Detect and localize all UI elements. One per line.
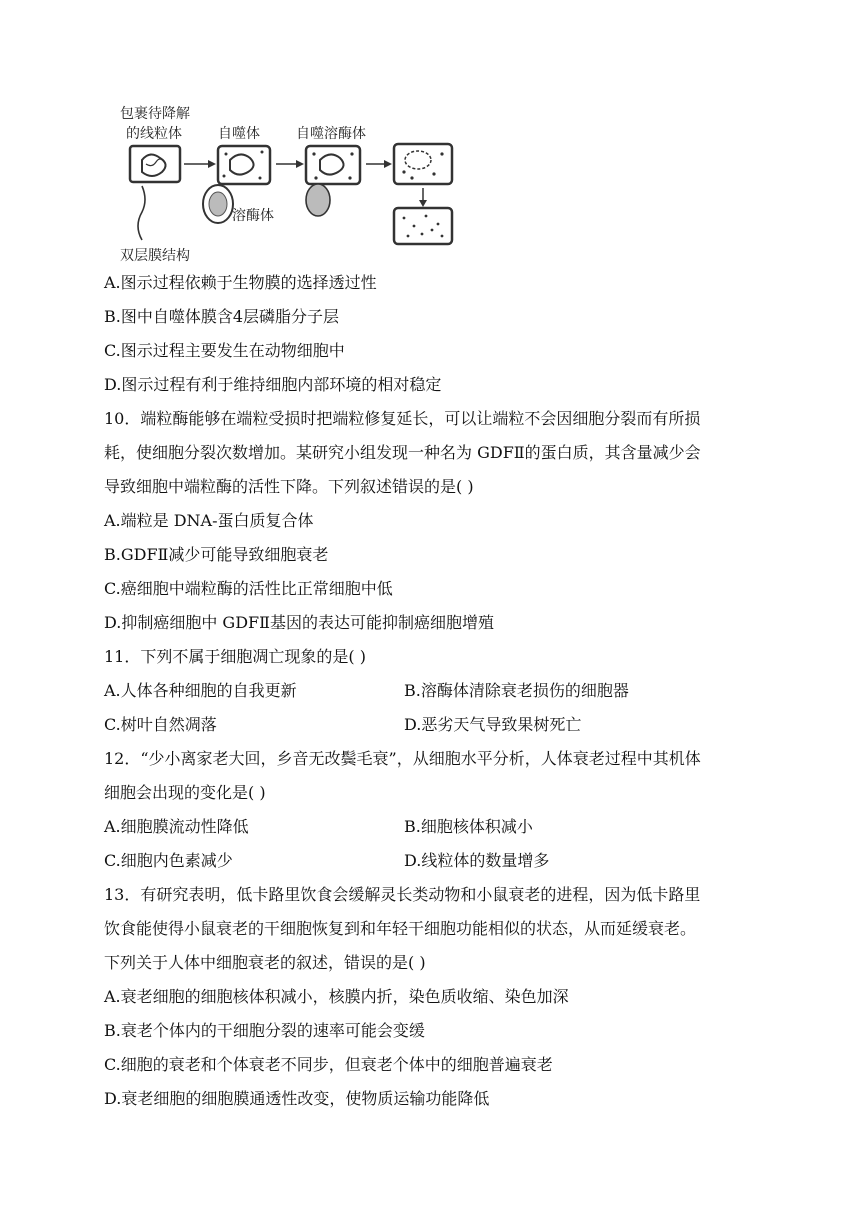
q13-option-d: D.衰老细胞的细胞膜通透性改变，使物质运输功能降低 (104, 1089, 490, 1108)
q13-stem-line2: 饮食能使得小鼠衰老的干细胞恢复到和年轻干细胞功能相似的状态，从而延缓衰老。 (104, 919, 697, 938)
label-mito-line1: 包裹待降解 (120, 106, 190, 122)
q11-option-a: A.人体各种细胞的自我更新 (104, 681, 297, 700)
q11-option-d: D.恶劣天气导致果树死亡 (404, 715, 582, 734)
stage4-degrading (394, 144, 452, 184)
q13-stem-line1: 13．有研究表明，低卡路里饮食会缓解灵长类动物和小鼠衰老的进程，因为低卡路里 (104, 885, 701, 904)
q11-option-b: B.溶酶体清除衰老损伤的细胞器 (404, 681, 629, 700)
q13-stem-line3: 下列关于人体中细胞衰老的叙述，错误的是( ) (104, 953, 426, 972)
q12-option-a: A.细胞膜流动性降低 (104, 817, 249, 836)
q11-option-c: C.树叶自然凋落 (104, 715, 217, 734)
stage2-autophagosome (218, 146, 270, 184)
stage3-autolysosome (306, 146, 360, 216)
q10-option-b: B.GDFⅡ减少可能导致细胞衰老 (104, 545, 329, 564)
q10-stem-line3: 导致细胞中端粒酶的活性下降。下列叙述错误的是( ) (104, 477, 474, 496)
autophagy-diagram (112, 100, 464, 268)
q10-option-c: C.癌细胞中端粒酶的活性比正常细胞中低 (104, 579, 393, 598)
q13-option-c: C.细胞的衰老和个体衰老不同步，但衰老个体中的细胞普遍衰老 (104, 1055, 553, 1074)
q9-option-d: D.图示过程有利于维持细胞内部环境的相对稳定 (104, 375, 442, 394)
q13-option-a: A.衰老细胞的细胞核体积减小，核膜内折，染色质收缩、染色加深 (104, 987, 569, 1006)
label-autophagosome: 自噬体 (218, 126, 260, 142)
q12-stem-line2: 细胞会出现的变化是( ) (104, 783, 266, 802)
q12-option-b: B.细胞核体积减小 (404, 817, 533, 836)
label-mito-line2: 的线粒体 (126, 126, 182, 142)
lysosome-organelle (203, 185, 233, 223)
q9-option-c: C.图示过程主要发生在动物细胞中 (104, 341, 345, 360)
q10-stem-line1: 10．端粒酶能够在端粒受损时把端粒修复延长，可以让端粒不会因细胞分裂而有所损 (104, 409, 701, 428)
q10-stem-line2: 耗，使细胞分裂次数增加。某研究小组发现一种名为 GDFⅡ的蛋白质，其含量减少会 (104, 443, 701, 462)
q12-option-c: C.细胞内色素减少 (104, 851, 233, 870)
q12-option-d: D.线粒体的数量增多 (404, 851, 550, 870)
q9-option-a: A.图示过程依赖于生物膜的选择透过性 (104, 273, 377, 292)
q10-option-d: D.抑制癌细胞中 GDFⅡ基因的表达可能抑制癌细胞增殖 (104, 613, 495, 632)
label-lysosome: 溶酶体 (232, 208, 274, 224)
label-double-membrane: 双层膜结构 (120, 248, 190, 264)
label-autolysosome: 自噬溶酶体 (296, 126, 366, 142)
stage5-degraded (394, 208, 452, 244)
q12-stem-line1: 12．“少小离家老大回，乡音无改鬓毛衰”，从细胞水平分析，人体衰老过程中其机体 (104, 749, 701, 768)
q13-option-b: B.衰老个体内的干细胞分裂的速率可能会变缓 (104, 1021, 425, 1040)
q11-stem: 11．下列不属于细胞凋亡现象的是( ) (104, 647, 366, 666)
q9-option-b: B.图中自噬体膜含4层磷脂分子层 (104, 307, 340, 326)
stage1-mitochondrion (130, 146, 180, 182)
q10-option-a: A.端粒是 DNA-蛋白质复合体 (104, 511, 314, 530)
